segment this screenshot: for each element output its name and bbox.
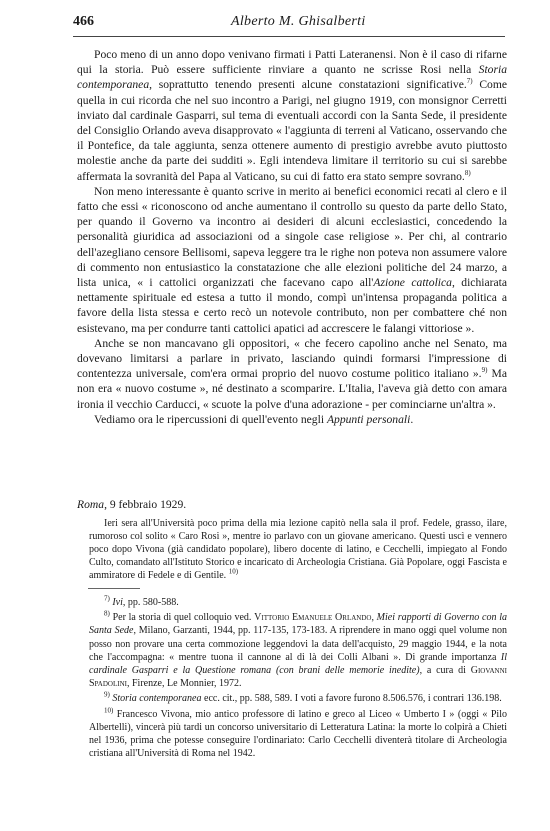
text-run: ecc. cit., pp. 588, 589. I voti a favore furono 8.506.576, i contrari 136.198. (201, 693, 502, 705)
cited-title: Il cardinale Gasparri e la Questione romana (con brani delle memorie inedite) (89, 651, 507, 677)
text-run: , (371, 612, 377, 624)
text-run: Non meno interessante è quanto scrive in merito ai benefici economici recati al clero e il fatto che essi « riconoscono od anche aumentano il controllo su questo da parte dello Stato, per quando il Governo va incontro ai desideri di alcuni ecclesiastici, concedendo la personalità giuridica ad associazioni od a singole case religiose ». Per chi, al contrario dell'azegliano censore Bellisomi, sapeva leggere tra le righe non poteva non assumere valore di commento non entusiastico la constatazione che alle elezioni politiche del 24 marzo, a lista unica, « i cattolici organizzati che facevano capo all' (77, 184, 507, 290)
dateline-place: Roma (77, 498, 105, 511)
paragraph-3 (77, 336, 507, 412)
text-run: , soprattutto tenendo presenti alcune constatazioni significative. (149, 78, 467, 92)
paragraph-1 (77, 47, 507, 184)
text-run: Anche se non mancavano gli oppositori, « che fecero capolino anche nel Senato, ma dovevano limitarsi a parlare in privato, lasciando quindi formarsi l'impressione di contentezza universale, com'era ormai proprio del nuovo costume politico italiano ». (77, 336, 507, 381)
text-run: Poco meno di un anno dopo venivano firmati i Patti Lateranensi. Non è il caso di rifarne qui la storia. Può essere sufficiente rinviare a quanto ne scrisse Rosi nella (77, 48, 507, 77)
footnote-ref: 7) (466, 77, 473, 86)
cited-title: Miei rapporti di Governo con la Santa Sede (89, 612, 507, 637)
running-header (73, 14, 505, 37)
footnote-number: 8) (104, 609, 110, 618)
italic-title: Azione cattolica (373, 276, 452, 290)
footnote-10 (89, 708, 507, 761)
footnote-number: 9) (104, 691, 110, 700)
text-run: , Firenze, Le Monnier, 1972. (126, 678, 242, 690)
footnote-ref: 8) (464, 168, 471, 177)
text-run: , dichiarata nettamente spirituale ed estesa a tutto il mondo, compì un'intensa propaganda politica a favore della lista stessa e certo recò un notevole contributo, non per combattere ché non esistevano, ma per condurre tanti cattolici apatici ad accrescere le falangi vittoriose ». (77, 276, 507, 335)
footnote-7 (89, 596, 507, 609)
text-run: , Milano, Garzanti, 1944, pp. 117-135, 173-183. A riprendere in mano oggi quel volume non posso non provare una certa commozione leggendovi la data dell'acquisto, 29 maggio 1944, e la nota che l'accompagna: « mentre tuona il cannone al di là dei Colli Albani ». Di grande importanza (89, 625, 507, 663)
text-run: Ma non era « nuovo costume », né destinato a scomparire. L'Italia, l'aveva già detto con amara ironia il vecchio Carducci, « scuote la polve d'una adorazione - per cominciarne un'altra ». (77, 367, 508, 411)
quote-paragraph (89, 517, 507, 582)
quoted-diary-entry (89, 517, 507, 582)
text-run: Vediamo ora le ripercussioni di quell'evento negli (94, 412, 327, 426)
footnote-number: 10) (104, 706, 114, 715)
text-run: Come quella in cui ricorda che nel suo incontro a Parigi, nel giugno 1919, con monsignor Cerretti inviato dal cardinale Gasparri, sul tema di eventuali accordi con la Santa Sede, il presidente del Consiglio Orlando aveva disapprovato « l'aggiunta di terreni al Vaticano, osservando che il Pontefice, da tale aggiunta, senza ottenere aumento di prestigio avrebbe avuto piuttosto molestie anche da parte dei sudditi ». Egli intendeva limitare il territorio su cui si sarebbe affermata la sovranità del Papa al Vaticano, su cui di fatto era stato sempre sovrano. (77, 78, 508, 183)
footnotes (89, 596, 507, 762)
cited-author: Vittorio Emanuele Orlando (254, 612, 372, 624)
text-run: Per la storia di quel colloquio ved. (109, 612, 255, 624)
italic-title: Storia contemporanea (77, 63, 507, 92)
text-run: . (410, 412, 414, 426)
main-text (77, 47, 507, 427)
text-run: , pp. 580-588. (122, 597, 179, 608)
footnote-number: 7) (104, 594, 110, 603)
footnote-ref: 9) (481, 366, 488, 375)
dateline-date: , 9 febbraio 1929. (104, 498, 187, 511)
footnote-9 (89, 692, 507, 705)
cited-title: Storia contemporanea (112, 693, 202, 705)
text-run: , a cura di (419, 665, 471, 677)
italic-title: Appunti personali (326, 412, 411, 426)
dateline (77, 497, 507, 512)
cited-editor: Giovanni Spadolini (89, 665, 507, 690)
footnote-8 (89, 611, 507, 690)
text-run: Ivi (112, 597, 123, 608)
footnote-separator (88, 588, 140, 589)
text-run: Francesco Vivona, mio antico professore di latino e greco al Liceo « Umberto I » (oggi « Pilo Albertelli), vincerà più tardi un concorso universitario di Letteratura Latina: la morte lo colpirà a Chieti nel 1936, prima che potesse conseguire l'ordinariato: Carlo Cecchelli diventerà titolare di Archeologia cristiana all'Università di Roma nel 1942. (89, 708, 507, 760)
quote-text: Ieri sera all'Università poco prima della mia lezione capitò nella sala il prof. Fedele, grasso, ilare, rumoroso col solito « Caro Rosi », mentre io parlavo con un giovane americano. Questi uscì e vennero poco dopo Vivona (già candidato popolare), libero docente di latino, e Cecchelli, impiegato al Fondo Culto, comandato all'Istituto Storico e incaricato di Archeologia Cristiana. Già Popolare, oggi Fascista e ammiratore di Fedele e di Gentile. (89, 518, 507, 581)
page-number: 466 (73, 14, 94, 29)
footnote-ref: 10) (228, 567, 239, 576)
paragraph-2 (77, 184, 507, 336)
paragraph-4 (77, 412, 507, 427)
running-head-author: Alberto M. Ghisalberti (231, 14, 366, 29)
